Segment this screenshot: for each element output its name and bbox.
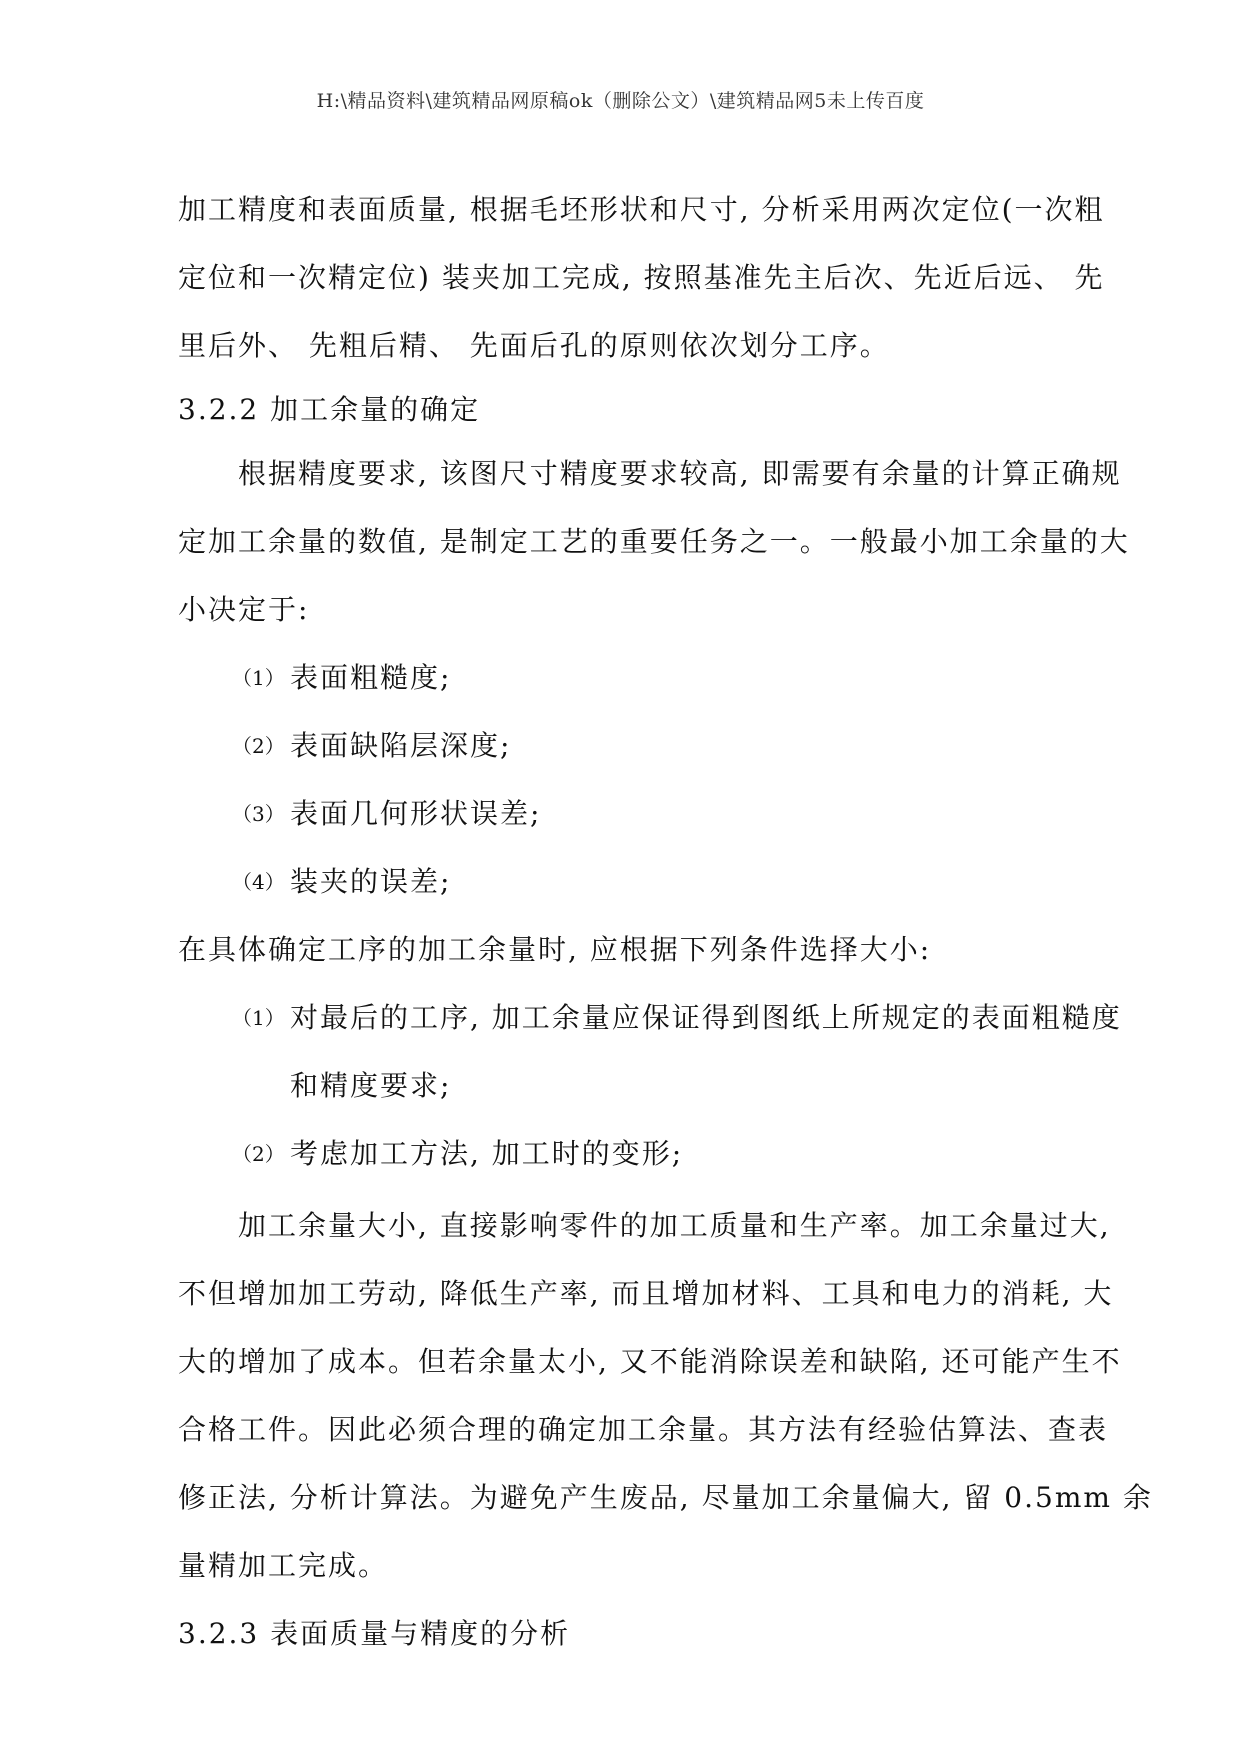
section-heading: 3.2.2 加工余量的确定 (178, 393, 481, 426)
list-item-continuation: 和精度要求; (290, 1069, 452, 1102)
list-item-number: （4） (232, 870, 285, 894)
list-item-text: 表面粗糙度; (290, 661, 452, 694)
paragraph-line: 小决定于: (178, 593, 310, 626)
list-item (232, 1000, 1122, 1036)
list-item-number: （1） (232, 1006, 285, 1030)
paragraph-line: 在具体确定工序的加工余量时, 应根据下列条件选择大小: (178, 933, 932, 966)
paragraph-line: 不但增加加工劳动, 降低生产率, 而且增加材料、工具和电力的消耗, 大 (178, 1277, 1114, 1310)
paragraph-line: 定位和一次精定位) 装夹加工完成, 按照基准先主后次、先近后远、 先 (178, 261, 1105, 294)
section-heading: 3.2.3 表面质量与精度的分析 (178, 1617, 571, 1650)
paragraph-line: 大的增加了成本。但若余量太小, 又不能消除误差和缺陷, 还可能产生不 (178, 1345, 1122, 1378)
paragraph-line: 量精加工完成。 (178, 1549, 389, 1582)
list-item (232, 864, 451, 900)
paragraph-line: 根据精度要求, 该图尺寸精度要求较高, 即需要有余量的计算正确规 (238, 457, 1122, 490)
list-item (232, 1136, 683, 1172)
list-item (232, 660, 451, 696)
list-item-number: （2） (232, 734, 285, 758)
list-item-text: 装夹的误差; (290, 865, 452, 898)
paragraph-line: 加工余量大小, 直接影响零件的加工质量和生产率。加工余量过大, (238, 1209, 1111, 1242)
list-item-text: 表面缺陷层深度; (290, 729, 512, 762)
list-item-number: （2） (232, 1142, 285, 1166)
list-item (232, 796, 541, 832)
paragraph-line: 定加工余量的数值, 是制定工艺的重要任务之一。一般最小加工余量的大 (178, 525, 1130, 558)
paragraph-line: 修正法, 分析计算法。为避免产生废品, 尽量加工余量偏大, 留 0.5mm 余 (178, 1481, 1153, 1514)
list-item-text: 对最后的工序, 加工余量应保证得到图纸上所规定的表面粗糙度 (290, 1001, 1122, 1034)
paragraph-line: 合格工件。因此必须合理的确定加工余量。其方法有经验估算法、查表 (178, 1413, 1109, 1446)
page-header-path: H:\精品资料\建筑精品网原稿ok（删除公文）\建筑精品网5未上传百度 (316, 90, 925, 112)
list-item-number: （1） (232, 666, 285, 690)
paragraph-line: 里后外、 先粗后精、 先面后孔的原则依次划分工序。 (178, 329, 890, 362)
list-item (232, 728, 511, 764)
list-item-text: 表面几何形状误差; (290, 797, 542, 830)
list-item-text: 考虑加工方法, 加工时的变形; (290, 1137, 684, 1170)
paragraph-line: 加工精度和表面质量, 根据毛坯形状和尺寸, 分析采用两次定位(一次粗 (178, 193, 1105, 226)
list-item-number: （3） (232, 802, 285, 826)
